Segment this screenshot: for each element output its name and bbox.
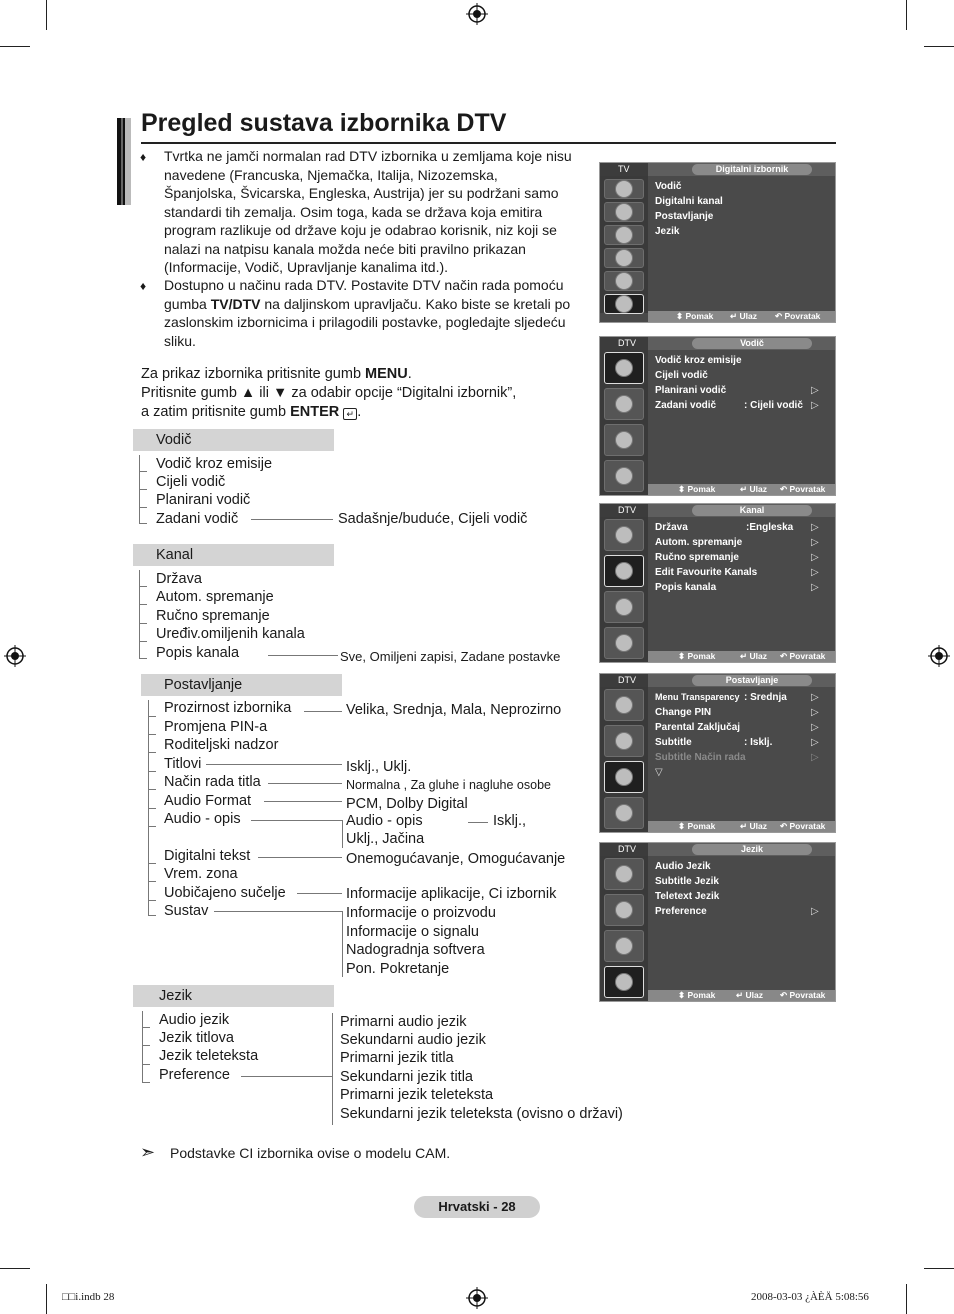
nav-back: ↶ Povratak [780, 484, 826, 494]
tree-tick [148, 881, 156, 882]
note-arrow-icon: ➣ [140, 1142, 156, 1162]
bullet-paragraph-2: Dostupno u načinu rada DTV. Postavite DTV način rada pomoću gumba TV/DTV na daljinskom upravljaču. Kako biste se kretali po zaslonskim izbornicima i prilagodili postavke, pogledajte sljedeću sliku. [164, 277, 571, 349]
tree-tick [142, 1082, 150, 1083]
osd-panel-kanal [599, 503, 836, 663]
imprint-date: 2008-03-03 ¿ÀÈÄ 5:08:56 [751, 1291, 869, 1303]
tree-item: Digitalni tekst [164, 848, 251, 864]
nav-back: ↶ Povratak [780, 990, 826, 1000]
note-text: Podstavke CI izbornika ovise o modelu CAM. [170, 1145, 451, 1161]
tree-option: Isklj., [493, 813, 527, 829]
sound-icon[interactable] [604, 202, 644, 222]
crop-mark [924, 46, 954, 47]
registration-mark-icon [4, 645, 26, 667]
tree-option: Velika, Srednja, Mala, Neprozirno [346, 702, 562, 718]
osd-menu-item: Subtitle Način rada [655, 752, 746, 763]
tree-leader [251, 519, 333, 520]
tree-tick [148, 826, 156, 827]
chevron-right-icon: ▷ [811, 722, 819, 733]
crop-mark [46, 0, 47, 30]
setup-icon[interactable] [604, 761, 644, 793]
tree-leader [268, 783, 342, 784]
tree-option: Informacije o signalu [346, 924, 479, 940]
osd-menu-item[interactable]: Vodič kroz emisije [655, 355, 742, 366]
tree-tick [148, 771, 156, 772]
bullet-diamond-icon: ♦ [140, 150, 147, 164]
nav-back: ↶ Povratak [780, 651, 826, 661]
nav-enter: ↵ Ulaz [740, 484, 767, 494]
osd-source-label: DTV [600, 337, 648, 350]
tree-tick [139, 523, 147, 524]
tree-tick [139, 507, 147, 508]
instruction-line-2: Pritisnite gumb ▲ ili ▼ za odabir opcije “Digitalni izbornik”, [141, 385, 517, 401]
tree-option: Informacije o proizvodu [346, 905, 496, 921]
channel-icon[interactable] [604, 225, 644, 245]
nav-move: ⬍ Pomak [676, 311, 714, 321]
osd-sidebar [600, 176, 648, 313]
osd-menu-item[interactable]: Subtitle Jezik [655, 876, 719, 887]
tree-item: Uređiv.omiljenih kanala [156, 626, 305, 642]
guide-icon[interactable] [604, 858, 644, 890]
tree-option: Uklj., Jačina [346, 831, 425, 847]
tree-item: Audio jezik [159, 1012, 230, 1028]
tree-item: Audio Format [164, 793, 252, 809]
tree-connector [142, 1011, 143, 1083]
tree-tick [139, 471, 147, 472]
nav-enter: ↵ Ulaz [730, 311, 757, 321]
osd-menu-value: : Cijeli vodič [744, 400, 803, 411]
nav-enter: ↵ Ulaz [740, 651, 767, 661]
osd-title: Kanal [692, 505, 812, 516]
tree-connector [342, 911, 343, 977]
tree-header-kanal: Kanal [133, 544, 334, 566]
osd-menu-item[interactable]: Preference [655, 906, 707, 917]
osd-sidebar [600, 350, 648, 495]
registration-mark-icon [466, 3, 488, 25]
setup-icon[interactable] [604, 424, 644, 456]
tree-tick [148, 752, 156, 753]
tree-item: Popis kanala [156, 645, 240, 661]
osd-title: Postavljanje [692, 675, 812, 686]
tree-option: Primarni jezik titla [340, 1050, 454, 1066]
channel-icon[interactable] [604, 725, 644, 757]
osd-panel-vodic [599, 336, 836, 496]
osd-menu-item[interactable]: Change PIN [655, 707, 712, 718]
chevron-right-icon: ▷ [811, 752, 819, 763]
osd-panel-digitalni-izbornik [599, 162, 836, 323]
chevron-right-icon: ▷ [811, 385, 819, 396]
tree-option: PCM, Dolby Digital [346, 796, 468, 812]
tree-item: Sustav [164, 903, 209, 919]
tree-option: Pon. Pokretanje [346, 961, 450, 977]
setup-icon[interactable] [604, 248, 644, 268]
tree-item: Država [156, 571, 202, 587]
guide-icon[interactable] [604, 689, 644, 721]
tree-tick [148, 734, 156, 735]
osd-source-label: DTV [600, 674, 648, 687]
osd-menu-item[interactable]: Država [655, 522, 688, 533]
tree-leader [297, 893, 342, 894]
tree-item: Ručno spremanje [156, 608, 270, 624]
chevron-right-icon: ▷ [811, 707, 819, 718]
osd-source-label: TV [600, 163, 648, 176]
tree-tick [139, 641, 147, 642]
osd-menu-item[interactable]: Teletext Jezik [655, 891, 720, 902]
tree-item: Vrem. zona [164, 866, 238, 882]
nav-move: ⬍ Pomak [678, 821, 716, 831]
osd-source-label: DTV [600, 843, 648, 856]
page-number-badge: Hrvatski - 28 [414, 1196, 540, 1218]
tree-item: Jezik titlova [159, 1030, 234, 1046]
osd-title: Digitalni izbornik [692, 164, 812, 175]
tree-header-jezik: Jezik [133, 985, 334, 1007]
chevron-right-icon: ▷ [811, 552, 819, 563]
tree-option: Isklj., Uklj. [346, 759, 412, 775]
tree-option: Audio - opis [346, 813, 423, 829]
tree-item: Uobičajeno sučelje [164, 885, 286, 901]
tree-connector [342, 820, 343, 848]
osd-nav-bar [648, 484, 835, 495]
tree-tick [148, 716, 156, 717]
osd-menu-item[interactable]: Cijeli vodič [655, 370, 708, 381]
nav-back: ↶ Povratak [775, 311, 821, 321]
picture-icon[interactable] [604, 179, 644, 199]
tree-leader [264, 801, 342, 802]
chevron-right-icon: ▷ [811, 400, 819, 411]
osd-title: Jezik [692, 844, 812, 855]
setup-icon[interactable] [604, 591, 644, 623]
osd-menu-item[interactable]: Edit Favourite Kanals [655, 567, 758, 578]
osd-sidebar [600, 687, 648, 832]
osd-menu-item[interactable]: Planirani vodič [655, 385, 727, 396]
nav-enter: ↵ Ulaz [736, 990, 763, 1000]
tree-connector [332, 1013, 333, 1125]
title-rule [141, 142, 836, 144]
tree-header-postavljanje: Postavljanje [141, 674, 342, 696]
bullet-diamond-icon: ♦ [140, 279, 147, 293]
osd-sidebar [600, 856, 648, 1001]
title-accent-bar [117, 118, 131, 205]
osd-nav-bar [648, 821, 835, 832]
instruction-line-1: Za prikaz izbornika pritisnite gumb MENU. [141, 366, 412, 382]
osd-menu-value: : Srednja [744, 692, 787, 703]
tree-tick [142, 1064, 150, 1065]
osd-menu-item[interactable]: Jezik [655, 226, 680, 237]
chevron-right-icon: ▷ [811, 737, 819, 748]
crop-mark [906, 1284, 907, 1314]
tree-option: Primarni jezik teleteksta [340, 1087, 494, 1103]
osd-panel-postavljanje [599, 673, 836, 833]
tree-option: Sekundarni jezik titla [340, 1069, 473, 1085]
tree-option: Sekundarni audio jezik [340, 1032, 486, 1048]
tree-leader [206, 764, 342, 765]
osd-menu-item[interactable]: Subtitle [655, 737, 692, 748]
tree-item: Promjena PIN-a [164, 719, 268, 735]
osd-menu-item[interactable]: Parental Zaključaj [655, 722, 741, 733]
osd-title: Vodič [692, 338, 812, 349]
enter-icon: ↵ [343, 408, 357, 420]
channel-icon[interactable] [604, 555, 644, 587]
registration-mark-icon [928, 645, 950, 667]
input-icon[interactable] [604, 271, 644, 291]
tree-tick [139, 658, 147, 659]
registration-mark-icon [466, 1287, 488, 1309]
osd-menu-item[interactable]: Popis kanala [655, 582, 717, 593]
tree-tick [148, 915, 156, 916]
tree-leader [268, 655, 338, 656]
tree-header-vodic: Vodič [133, 429, 334, 451]
tree-tick [139, 623, 147, 624]
nav-enter: ↵ Ulaz [740, 821, 767, 831]
tree-option: Informacije aplikacije, Ci izbornik [346, 886, 557, 902]
osd-nav-bar [648, 990, 835, 1001]
nav-back: ↶ Povratak [780, 821, 826, 831]
language-icon[interactable] [604, 797, 644, 829]
chevron-right-icon: ▷ [811, 692, 819, 703]
crop-mark [924, 1268, 954, 1269]
chevron-right-icon: ▷ [811, 537, 819, 548]
tree-tick [142, 1045, 150, 1046]
tree-tick [148, 863, 156, 864]
crop-mark [906, 0, 907, 30]
chevron-right-icon: ▷ [811, 567, 819, 578]
tree-option: Sekundarni jezik teleteksta (ovisno o državi) [340, 1106, 623, 1122]
tree-option: Onemogućavanje, Omogućavanje [346, 851, 566, 867]
tree-item: Autom. spremanje [156, 589, 274, 605]
instruction-line-3: a zatim pritisnite gumb ENTER ↵ . [141, 404, 362, 420]
tree-connector [139, 570, 140, 658]
tree-leader [214, 911, 342, 912]
tree-tick [142, 1027, 150, 1028]
tree-item: Način rada titla [164, 774, 261, 790]
osd-menu-value: : Isklj. [744, 737, 773, 748]
osd-menu-item[interactable]: Zadani vodič [655, 400, 717, 411]
osd-nav-bar [648, 651, 835, 662]
language-icon[interactable] [604, 460, 644, 492]
osd-source-label: DTV [600, 504, 648, 517]
tree-item: Jezik teleteksta [159, 1048, 259, 1064]
bullet-paragraph-1: Tvrtka ne jamči normalan rad DTV izbornika u zemljama koje nisu navedene (Francuska, Njemačka, Italija, Nizozemska, Španjolska, Švicarska, Engleska, Austrija) jer su podržani samo standardi tih zemalja. Osim toga, kada se država koja emitira program razlikuje od države koju je odabrao korisnik, niz koji se nalazi na natpisu kanala možda neće biti pravilno prikazan (Informacije, Vodič, Upravljanje kanalima itd.). [164, 148, 572, 275]
tree-tick [148, 808, 156, 809]
tree-tick [139, 604, 147, 605]
osd-nav-bar [648, 311, 835, 322]
osd-menu-item[interactable]: Audio Jezik [655, 861, 711, 872]
tree-item: Prozirnost izbornika [164, 700, 292, 716]
tree-item: Vodič kroz emisije [156, 456, 273, 472]
tree-tick [139, 586, 147, 587]
channel-icon[interactable] [604, 388, 644, 420]
nav-move: ⬍ Pomak [678, 651, 716, 661]
channel-icon[interactable] [604, 894, 644, 926]
crop-mark [46, 1284, 47, 1314]
tree-item: Preference [159, 1067, 230, 1083]
chevron-right-icon: ▷ [811, 906, 819, 917]
tree-leader [304, 711, 342, 712]
tree-leader [241, 1076, 332, 1077]
tree-item: Zadani vodič [156, 511, 239, 527]
tree-option: Primarni audio jezik [340, 1014, 467, 1030]
tree-tick [148, 789, 156, 790]
page-title: Pregled sustava izbornika DTV [141, 109, 507, 137]
tree-option: Nadogradnja softvera [346, 942, 485, 958]
chevron-right-icon: ▷ [811, 582, 819, 593]
chevron-down-icon[interactable]: ▽ [655, 767, 663, 778]
osd-panel-jezik [599, 842, 836, 1002]
tree-leader [468, 822, 488, 823]
osd-menu-item[interactable]: Postavljanje [655, 211, 714, 222]
tree-option: Sadašnje/buduće, Cijeli vodič [338, 511, 528, 527]
tree-leader [251, 820, 342, 821]
osd-sidebar [600, 517, 648, 662]
nav-move: ⬍ Pomak [678, 990, 716, 1000]
osd-menu-value: :Engleska [746, 522, 794, 533]
chevron-right-icon: ▷ [811, 522, 819, 533]
tree-tick [148, 900, 156, 901]
guide-icon[interactable] [604, 519, 644, 551]
tree-leader [258, 857, 342, 858]
imprint-file: □□i.indb 28 [62, 1291, 115, 1303]
tree-item: Planirani vodič [156, 492, 251, 508]
digital-menu-icon[interactable] [604, 294, 644, 314]
tree-option: Normalna , Za gluhe i nagluhe osobe [346, 778, 551, 792]
tree-item: Titlovi [164, 756, 202, 772]
osd-menu-item[interactable]: Vodič [655, 181, 682, 192]
osd-menu-item[interactable]: Ručno spremanje [655, 552, 739, 563]
tree-item: Audio - opis [164, 811, 241, 827]
tree-tick [139, 489, 147, 490]
osd-menu-item[interactable]: Menu Transparency [655, 692, 740, 702]
crop-mark [0, 1268, 30, 1269]
osd-menu-item[interactable]: Digitalni kanal [655, 196, 723, 207]
language-icon[interactable] [604, 966, 644, 998]
tree-item: Cijeli vodič [156, 474, 226, 490]
tree-item: Roditeljski nadzor [164, 737, 279, 753]
language-icon[interactable] [604, 627, 644, 659]
tree-option: Sve, Omiljeni zapisi, Zadane postavke [340, 649, 561, 664]
osd-menu-item[interactable]: Autom. spremanje [655, 537, 743, 548]
nav-move: ⬍ Pomak [678, 484, 716, 494]
crop-mark [0, 46, 30, 47]
guide-icon[interactable] [604, 352, 644, 384]
setup-icon[interactable] [604, 930, 644, 962]
